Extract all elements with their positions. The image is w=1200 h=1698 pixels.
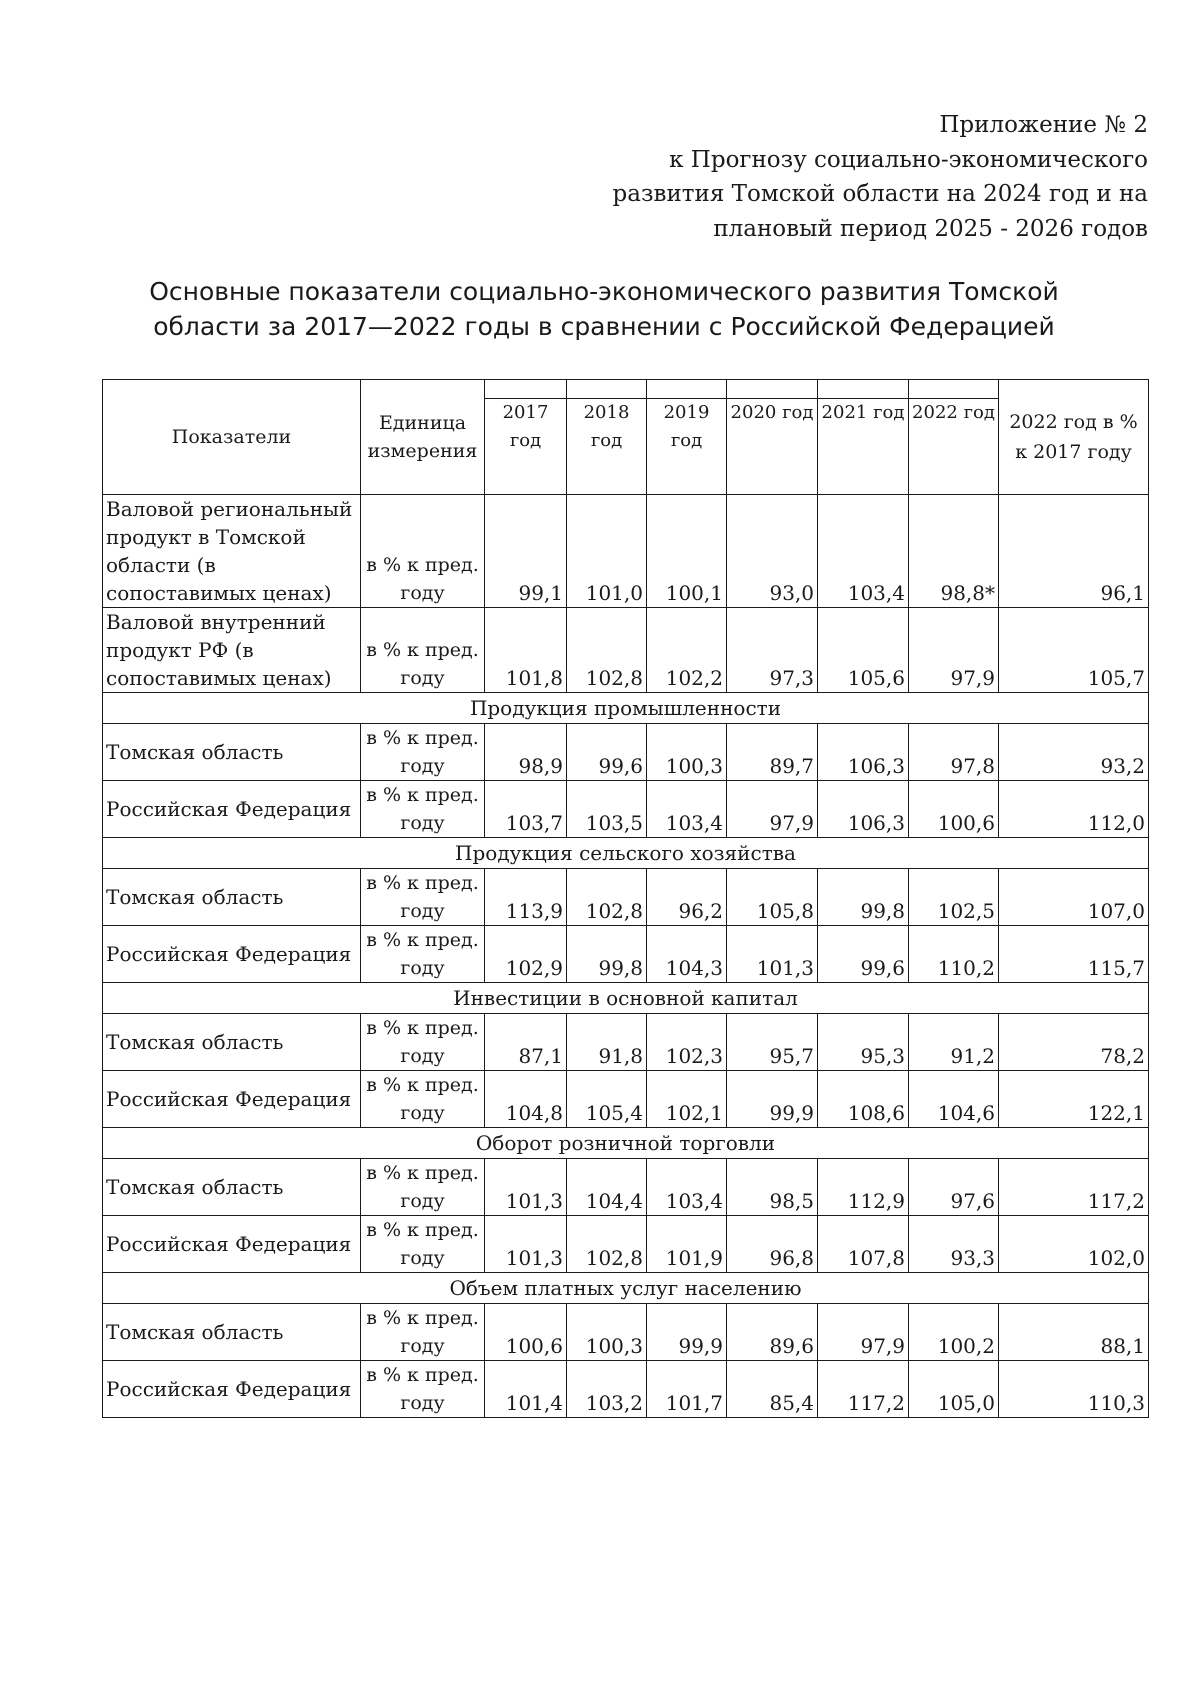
value-cell: 93,2 [999, 724, 1149, 781]
table-row [103, 926, 1149, 983]
value-cell: 91,8 [567, 1014, 647, 1071]
section-title: Инвестиции в основной капитал [103, 983, 1149, 1014]
table-row [103, 1361, 1149, 1418]
value-cell: 102,5 [909, 869, 999, 926]
value-cell: 97,9 [909, 608, 999, 693]
value-cell: 95,3 [818, 1014, 909, 1071]
value-cell: 104,8 [485, 1071, 567, 1128]
document-title [104, 274, 1104, 344]
value-cell: 112,0 [999, 781, 1149, 838]
row-label: Российская Федерация [103, 926, 361, 983]
value-cell: 96,2 [647, 869, 727, 926]
table-row [103, 1071, 1149, 1128]
value-cell: 107,0 [999, 869, 1149, 926]
value-cell: 100,6 [485, 1304, 567, 1361]
row-unit: в % к пред. году [361, 1159, 485, 1216]
table-row [103, 724, 1149, 781]
row-label: Томская область [103, 1014, 361, 1071]
header-year-2021: 2021 год [818, 399, 909, 495]
value-cell: 110,3 [999, 1361, 1149, 1418]
table-row [103, 869, 1149, 926]
row-unit: в % к пред. году [361, 1304, 485, 1361]
value-cell: 99,9 [727, 1071, 818, 1128]
value-cell: 112,9 [818, 1159, 909, 1216]
table-row [103, 1159, 1149, 1216]
value-cell: 105,0 [909, 1361, 999, 1418]
value-cell: 104,3 [647, 926, 727, 983]
value-cell: 102,1 [647, 1071, 727, 1128]
header-year-2019: 2019 год [647, 399, 727, 495]
value-cell: 105,7 [999, 608, 1149, 693]
value-cell: 101,9 [647, 1216, 727, 1273]
value-cell: 100,6 [909, 781, 999, 838]
section-title: Объем платных услуг населению [103, 1273, 1149, 1304]
appendix-line: Приложение № 2 [939, 112, 1148, 138]
value-cell: 102,8 [567, 1216, 647, 1273]
indicators-table [102, 379, 1149, 1418]
value-cell: 98,5 [727, 1159, 818, 1216]
section-row [103, 1128, 1149, 1159]
value-cell: 102,3 [647, 1014, 727, 1071]
value-cell: 98,8* [909, 495, 999, 608]
row-label: Российская Федерация [103, 1361, 361, 1418]
value-cell: 97,8 [909, 724, 999, 781]
value-cell: 93,0 [727, 495, 818, 608]
value-cell: 88,1 [999, 1304, 1149, 1361]
value-cell: 106,3 [818, 781, 909, 838]
table-row [103, 1014, 1149, 1071]
value-cell: 99,1 [485, 495, 567, 608]
value-cell: 105,8 [727, 869, 818, 926]
section-title: Продукция промышленности [103, 693, 1149, 724]
value-cell: 101,3 [727, 926, 818, 983]
value-cell: 102,8 [567, 869, 647, 926]
table-row [103, 608, 1149, 693]
row-unit: в % к пред. году [361, 608, 485, 693]
table-row [103, 1216, 1149, 1273]
value-cell: 104,6 [909, 1071, 999, 1128]
value-cell: 100,1 [647, 495, 727, 608]
value-cell: 99,8 [567, 926, 647, 983]
value-cell: 100,2 [909, 1304, 999, 1361]
row-unit: в % к пред. году [361, 1014, 485, 1071]
row-unit: в % к пред. году [361, 1216, 485, 1273]
value-cell: 106,3 [818, 724, 909, 781]
header-year-2022: 2022 год [909, 399, 999, 495]
value-cell: 98,9 [485, 724, 567, 781]
value-cell: 95,7 [727, 1014, 818, 1071]
row-unit: в % к пред. году [361, 1071, 485, 1128]
row-unit: в % к пред. году [361, 926, 485, 983]
row-label: Томская область [103, 1159, 361, 1216]
value-cell: 99,6 [567, 724, 647, 781]
appendix-line: плановый период 2025 - 2026 годов [713, 215, 1148, 242]
value-cell: 104,4 [567, 1159, 647, 1216]
appendix-line: развития Томской области на 2024 год и на [612, 181, 1148, 207]
appendix-line: к Прогнозу социально-экономического [669, 146, 1148, 173]
title-line: области за 2017—2022 годы в сравнении с Российской Федерацией [153, 312, 1055, 341]
value-cell: 113,9 [485, 869, 567, 926]
section-row [103, 838, 1149, 869]
value-cell: 103,5 [567, 781, 647, 838]
section-title: Оборот розничной торговли [103, 1128, 1149, 1159]
row-label: Российская Федерация [103, 781, 361, 838]
value-cell: 89,6 [727, 1304, 818, 1361]
appendix-header [508, 108, 1148, 246]
value-cell: 101,3 [485, 1159, 567, 1216]
value-cell: 100,3 [647, 724, 727, 781]
row-unit: в % к пред. году [361, 724, 485, 781]
header-year-2020: 2020 год [727, 399, 818, 495]
value-cell: 103,2 [567, 1361, 647, 1418]
row-label: Валовой внутренний продукт РФ (в сопоставимых ценах) [103, 608, 361, 693]
value-cell: 101,4 [485, 1361, 567, 1418]
header-row [103, 380, 1149, 399]
section-row [103, 983, 1149, 1014]
value-cell: 115,7 [999, 926, 1149, 983]
row-label: Российская Федерация [103, 1216, 361, 1273]
value-cell: 100,3 [567, 1304, 647, 1361]
value-cell: 103,4 [647, 1159, 727, 1216]
value-cell: 105,6 [818, 608, 909, 693]
header-spacer [485, 380, 567, 399]
value-cell: 110,2 [909, 926, 999, 983]
section-row [103, 693, 1149, 724]
header-spacer [818, 380, 909, 399]
table-row [103, 495, 1149, 608]
header-year-2018: 2018 год [567, 399, 647, 495]
value-cell: 122,1 [999, 1071, 1149, 1128]
title-line: Основные показатели социально-экономического развития Томской [149, 277, 1059, 306]
section-title: Продукция сельского хозяйства [103, 838, 1149, 869]
row-label: Томская область [103, 724, 361, 781]
value-cell: 99,9 [647, 1304, 727, 1361]
value-cell: 103,4 [818, 495, 909, 608]
row-label: Российская Федерация [103, 1071, 361, 1128]
value-cell: 97,3 [727, 608, 818, 693]
value-cell: 103,4 [647, 781, 727, 838]
value-cell: 102,0 [999, 1216, 1149, 1273]
row-unit: в % к пред. году [361, 869, 485, 926]
value-cell: 99,8 [818, 869, 909, 926]
value-cell: 96,8 [727, 1216, 818, 1273]
value-cell: 91,2 [909, 1014, 999, 1071]
value-cell: 102,9 [485, 926, 567, 983]
value-cell: 108,6 [818, 1071, 909, 1128]
header-spacer [727, 380, 818, 399]
header-year-2017: 2017 год [485, 399, 567, 495]
value-cell: 97,9 [727, 781, 818, 838]
value-cell: 87,1 [485, 1014, 567, 1071]
row-unit: в % к пред. году [361, 1361, 485, 1418]
row-label: Валовой региональный продукт в Томской области (в сопоставимых ценах) [103, 495, 361, 608]
value-cell: 101,0 [567, 495, 647, 608]
value-cell: 117,2 [818, 1361, 909, 1418]
row-unit: в % к пред. году [361, 781, 485, 838]
header-unit: Единица измерения [361, 380, 485, 495]
value-cell: 78,2 [999, 1014, 1149, 1071]
header-ratio: 2022 год в % к 2017 году [999, 380, 1149, 495]
value-cell: 101,7 [647, 1361, 727, 1418]
header-spacer [647, 380, 727, 399]
header-indicator: Показатели [103, 380, 361, 495]
table-row [103, 781, 1149, 838]
value-cell: 97,9 [818, 1304, 909, 1361]
section-row [103, 1273, 1149, 1304]
value-cell: 103,7 [485, 781, 567, 838]
value-cell: 97,6 [909, 1159, 999, 1216]
value-cell: 89,7 [727, 724, 818, 781]
value-cell: 101,3 [485, 1216, 567, 1273]
row-label: Томская область [103, 1304, 361, 1361]
header-spacer [567, 380, 647, 399]
value-cell: 102,2 [647, 608, 727, 693]
row-label: Томская область [103, 869, 361, 926]
value-cell: 101,8 [485, 608, 567, 693]
header-spacer [909, 380, 999, 399]
value-cell: 102,8 [567, 608, 647, 693]
table-row [103, 1304, 1149, 1361]
row-unit: в % к пред. году [361, 495, 485, 608]
value-cell: 105,4 [567, 1071, 647, 1128]
value-cell: 93,3 [909, 1216, 999, 1273]
value-cell: 99,6 [818, 926, 909, 983]
value-cell: 85,4 [727, 1361, 818, 1418]
value-cell: 107,8 [818, 1216, 909, 1273]
value-cell: 96,1 [999, 495, 1149, 608]
value-cell: 117,2 [999, 1159, 1149, 1216]
